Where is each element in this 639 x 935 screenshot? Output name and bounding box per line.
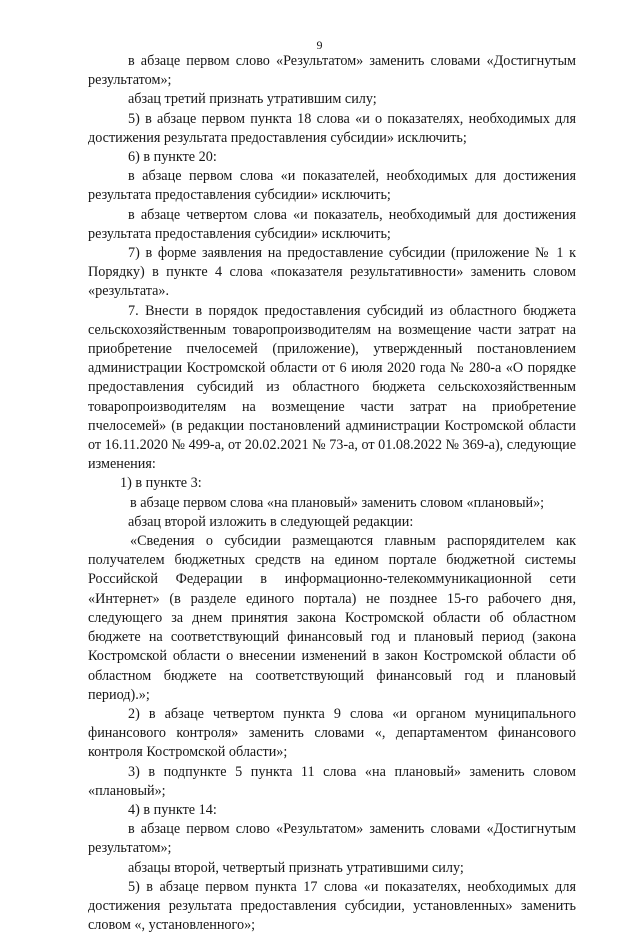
paragraph: в абзаце первом слово «Результатом» заменить словами «Достигнутым результатом»;: [88, 53, 576, 89]
paragraph: в абзаце первом слова «и показателей, необходимых для достижения результата предоставления субсидии» исключить;: [88, 168, 576, 204]
quoted-paragraph: «Сведения о субсидии размещаются главным распорядителем как получателем бюджетных средств на едином портале бюджетной системы Российской Федерации в информационно-телекоммуникационной сети «Интернет» (в разделе единого портала) не позднее 15-го рабочего дня, следующего за днем принятия закона Костромской области об областном бюджете на соответствующий финансовый год и плановый период (закона Костромской области о внесении изменений в закон Костромской области об областном бюджете на соответствующий финансовый год и плановый период).»;: [88, 533, 576, 703]
paragraph: в абзаце первом слова «на плановый» заменить словом «плановый»;: [130, 494, 545, 511]
paragraph: 2) в абзаце четвертом пункта 9 слова «и органом муниципального финансового контроля» заменить словами «, департаментом финансового контроля Костромской области»;: [88, 705, 576, 761]
paragraph: 1) в пункте 3:: [120, 475, 202, 492]
paragraph: в абзаце первом слово «Результатом» заменить словами «Достигнутым результатом»;: [88, 821, 576, 857]
paragraph: 5) в абзаце первом пункта 18 слова «и о показателях, необходимых для достижения результата предоставления субсидии» исключить;: [88, 110, 576, 146]
document-body: [88, 52, 576, 935]
paragraph: в абзаце четвертом слова «и показатель, необходимый для достижения результата предоставления субсидии» исключить;: [88, 206, 576, 242]
paragraph: 5) в абзаце первом пункта 17 слова «и показателях, необходимых для достижения результата предоставления субсидии, установленных» заменить словом «, установленного»;: [88, 878, 576, 934]
paragraph: абзацы второй, четвертый признать утратившими силу;: [128, 859, 464, 876]
page-number: 9: [316, 38, 323, 52]
paragraph: абзац второй изложить в следующей редакции:: [128, 513, 414, 530]
paragraph: 4) в пункте 14:: [128, 801, 217, 818]
paragraph: 6) в пункте 20:: [128, 149, 217, 166]
paragraph: 3) в подпункте 5 пункта 11 слова «на плановый» заменить словом «плановый»;: [88, 763, 576, 799]
paragraph: 7. Внести в порядок предоставления субсидий из областного бюджета сельскохозяйственным товаропроизводителям на возмещение части затрат на приобретение пчелосемей (приложение), утвержденный постановлением администрации Костромской области от 6 июля 2020 года № 280-а «О порядке предоставления субсидий из областного бюджета сельскохозяйственным товаропроизводителям на возмещение части затрат на приобретение пчелосемей» (в редакции постановлений администрации Костромской области от 16.11.2020 № 499-а, от 20.02.2021 № 73-а, от 01.08.2022 № 369-а), следующие изменения:: [88, 302, 576, 473]
paragraph: 7) в форме заявления на предоставление субсидии (приложение № 1 к Порядку) в пункте 4 слова «показателя результативности» заменить словом «результата».: [88, 245, 576, 300]
paragraph: абзац третий признать утратившим силу;: [128, 91, 377, 108]
